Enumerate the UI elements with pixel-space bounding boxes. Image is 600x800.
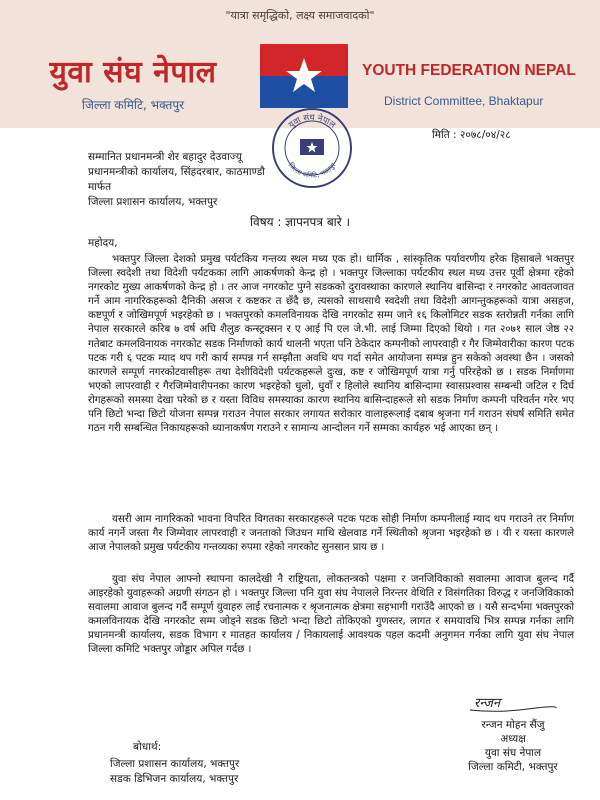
body-paragraph-1: भक्तपुर जिल्ला देशको प्रमुख पर्यटकिय गन्तव्य स्थल मध्य एक हो। धार्मिक , सांस्कृतिक पर्यावरणीय हरेक हिसाबले भक्तपुर जिल्ला स्वदेशी तथा विदेशी पर्यटकका लागि आकर्षणको केन्द्र हो । भक्तपुर जिल्लाका पर्यटकीय स्थल मध्य उत्तर पूर्वी क्षेत्रमा रहेको नगरकोट मुख्य आकर्षणको केन्द्र हो । तर आज नगरकोट पुग्ने सडकको दुरावस्थाका कारणले स्थानिय बासिन्दा र नगरकोट आवतजावत गर्ने आम नागरिकहरूको दैनिकी असज र कष्टकर त छँदै छ, त्यसको साथसाथै स्वदेशी तथा विदेशी आगन्तुकहरूको यात्रा असहज, कष्टपूर्ण र जोखिमपूर्ण भइरहेको छ । भक्तपुरको कमलविनायक देखि नगरकोट सम्म जाने १६ किलोमिटर सडक स्तरोन्नती गर्नका लागि नेपाल सरकारले करिब ७ वर्ष अघि शैलुङ कन्स्ट्रक्सन र ए आई पि एल जे.भी. लाई जिम्मा दिएको थियो । गत २०७१ साल जेष्ठ २२ गतेबाट कमलविनायक नगरकोट सडक निर्माणको कार्य थालनी भएता पनि ठेकेदार कम्पनीको लापरवाही र गैर जिम्मेवारीका कारण पटक पटक गरी ६ पटक म्याद थप गरी कार्य सम्पन्न गर्न सम्झौता अवधि थप गर्दा समेत आयोजना सम्पन्न हुन सकेको अवस्था छैन । जसको कारणले सम्पूर्ण नगरकोटवासीहरू तथा देशीविदेशी पर्यटकहरूले दुःख, कष्ट र जोखिमपूर्ण यात्रा गर्नु परिरहेको छ । सडक निर्माणमा भएको लापरवाही र गैरजिम्मेवारीपनका कारण भइरहेको धुलो, धुवाँ र हिलोले स्थानिय बासिन्दामा स्वासप्रश्वास सम्बन्धी जटिल र दिर्घ रोगहरूको समस्या देखा परेको छ र यस्ता विविध समस्याका कारण स्थानिय बासिन्दाहरूले सो सडक निर्माण कम्पनी परिवर्तन गरेर भए पनि छिटो भन्दा छिटो योजना सम्पन्न गराउन नेपाल सरकार लगायत सरोकार वालाहरूलाई दबाब श्रृजना गर्न गराउन संघर्ष समिति समेत गठन गरी सम्बन्धित निकायहरूको ध्यानाकर्षण गराउने र सामान्य आन्दोलन गर्ने सम्मका कार्यहरु भई आएका छन् । <box>88 253 574 435</box>
signatory-title: अध्यक्ष <box>500 733 526 745</box>
stamp-top-text: युवा संघ नेपाल <box>286 112 338 131</box>
handwritten-signature-icon <box>468 691 558 715</box>
district-nepali: जिल्ला कमिटि, भक्तपुर <box>81 98 185 112</box>
signatory-district: जिल्ला कमिटी, भक्तपुर <box>468 761 558 773</box>
flag-logo-icon <box>260 44 348 108</box>
svg-text:जिल्ला कमिटि, भक्तपुर <box>287 161 338 179</box>
body-paragraph-3: युवा संघ नेपाल आफ्नो स्थापना कालदेखी नै राष्ट्रियता, लोकतन्त्रको पक्षमा र जनजिविकाको सवालमा आवाज बुलन्द गर्दै आइरहेको युवाहरूको अग्रणी संगठन हो । भक्तपुर जिल्ला पनि युवा संघ नेपालले निरन्तर वेथिति र विसंगतिका विरुद्ध र जनजिविकाको सवालमा आवाज बुलन्द गर्दै सम्पूर्ण युवाहरु लाई रचनात्मक र श्रृजनात्मक क्षेत्रमा सहभागी गराउँदै आएको छ । यसै सन्दर्भमा भक्तपुरको कमलविनायक देखि नगरकोट सम्म जोड्ने सडक छिटो भन्दा छिटो तोकिएको गुणस्तर, लागत र समयावधि भित्र सम्पन्न गर्नका लागि प्रधानमन्त्री कार्यालय, सडक विभाग र मातहत कार्यालय / निकायलाई आवश्यक पहल कदमी अनुगमन गर्नका लागि युवा संघ नेपाल जिल्ला कमिटि भक्तपुर जोड्डार अपिल गर्दछ । <box>88 573 574 656</box>
org-name-english: YOUTH FEDERATION NEPAL <box>362 62 576 79</box>
letter-subject: विषय : ज्ञापनपत्र बारे । <box>249 215 351 229</box>
salutation: महोदय, <box>88 237 118 249</box>
district-english: District Committee, Bhaktapur <box>384 94 544 108</box>
addressee-line-3: मार्फत <box>88 181 112 193</box>
stamp-bottom-text: जिल्ला कमिटि, भक्तपुर <box>286 161 338 180</box>
signature-script: रन्जन <box>474 696 501 711</box>
addressee-line-1: सम्मानित प्रधानमन्त्री शेर बहादुर देउवाज्यू <box>88 151 242 163</box>
svg-text:युवा संघ नेपाल <box>287 112 337 131</box>
official-stamp-icon <box>270 106 354 190</box>
addressee-line-4: जिल्ला प्रशासन कार्यालय, भक्तपुर <box>88 196 218 208</box>
signatory-org: युवा संघ नेपाल <box>484 747 542 759</box>
org-name-nepali: युवा संघ नेपाल <box>49 55 217 90</box>
cc-title: बोधार्थ: <box>133 741 162 753</box>
cc-item-1: जिल्ला प्रशासन कार्यालय, भक्तपुर <box>110 758 240 770</box>
cc-item-2: सडक डिभिजन कार्यालय, भक्तपुर <box>110 773 239 785</box>
signature-block <box>448 718 578 774</box>
addressee-line-2: प्रधानमन्त्रीको कार्यालय, सिंहदरबार, काठमाण्डौ <box>88 166 265 178</box>
slogan: "यात्रा समृद्धिको, लक्ष्य समाजवादको" <box>225 9 375 22</box>
letter-date: मिति : २०७८/०४/२८ <box>432 129 511 141</box>
body-paragraph-2: यसरी आम नागरिकको भावना विपरित विगतका सरकारहरूले पटक पटक सोही निर्माण कम्पनीलाई म्याद थप गराउने तर निर्माण कार्य नगर्ने जस्ता गैर जिम्मेवार लापरवाही र जनताको जिउधन माथि खेलवाड गर्ने स्थितीको श्रृजना भइरहेको छ । यी र यस्ता कारणले आज नेपालको प्रमुख पर्यटकीय गन्तव्यका रुपमा रहेको नगरकोट सुनसान प्राय छ । <box>88 513 574 554</box>
signatory-name: रन्जन मोहन सैंजु <box>481 719 545 731</box>
